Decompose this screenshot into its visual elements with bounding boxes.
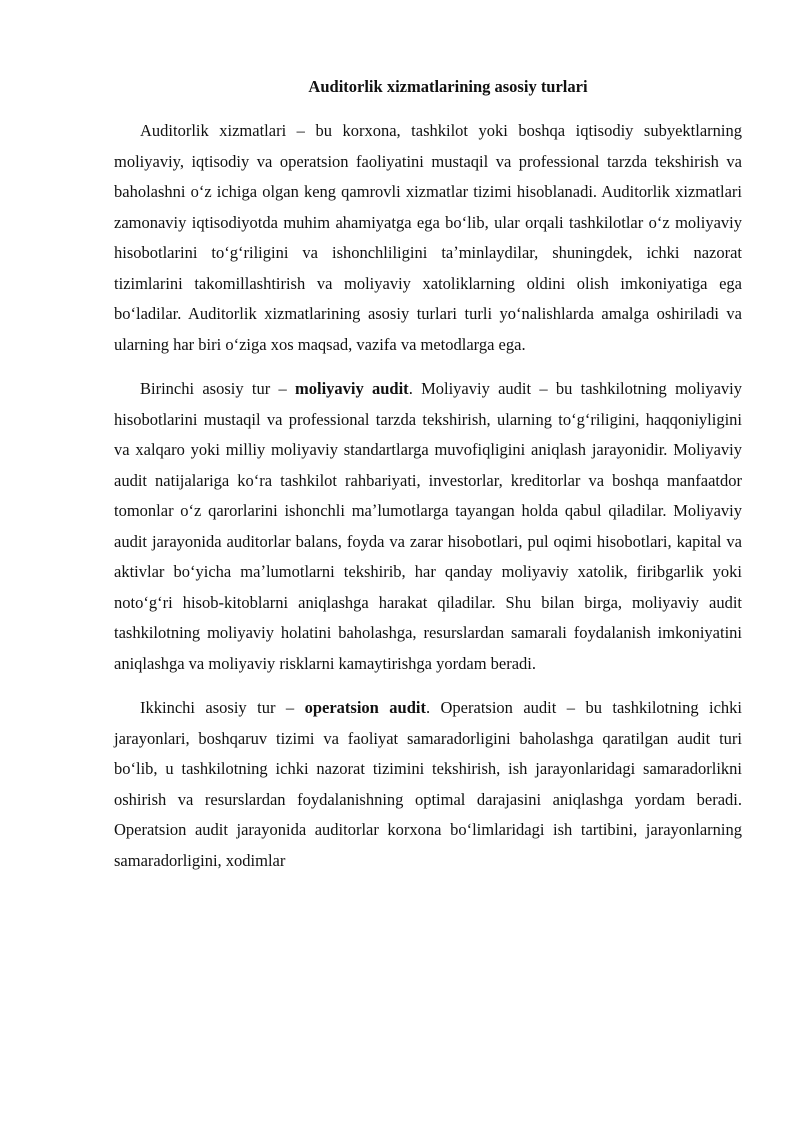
paragraph-intro-text: Auditorlik xizmatlari – bu korxona, tashkilot yoki boshqa iqtisodiy subyektlarning moliyaviy, iqtisodiy va operatsion faoliyatini mustaqil va professional tarzda tekshirish va baholashni oʻz ichiga olgan keng qamrovli xizmatlar tizimi hisoblanadi. Auditorlik xizmatlari zamonaviy iqtisodiyotda muhim ahamiyatga ega boʻlib, ular orqali tashkilotlar oʻz moliyaviy hisobotlarini toʻgʻriligini va ishonchliligini taʼminlaydilar, shuningdek, ichki nazorat tizimlarini takomillashtirish va moliyaviy xatoliklarning oldini olish imkoniyatiga ega boʻladilar. Auditorlik xizmatlarining asosiy turlari turli yoʻnalishlarda amalga oshiriladi va ularning har biri oʻziga xos maqsad, vazifa va metodlarga ega. <box>114 121 742 354</box>
paragraph-lead-text: Birinchi asosiy tur – <box>140 379 295 398</box>
term-operational-audit: operatsion audit <box>304 698 426 717</box>
paragraph-intro <box>114 116 742 360</box>
paragraph-financial-audit <box>114 374 742 679</box>
term-financial-audit: moliyaviy audit <box>294 379 409 398</box>
paragraph-lead-text: Ikkinchi asosiy tur – <box>140 698 305 717</box>
paragraph-body-text: . Moliyaviy audit – bu tashkilotning moliyaviy hisobotlarini mustaqil va professional tarzda tekshirish, ularning toʻgʻriligini, haqqoniyligini va xalqaro yoki milliy moliyaviy standartlarga muvofiqligini aniqlash jarayonidir. Moliyaviy audit natijalariga koʻra tashkilot rahbariyati, investorlar, kreditorlar va boshqa manfaatdor tomonlar oʻz qarorlarini ishonchli maʼlumotlarga tayangan holda qabul qiladilar. Moliyaviy audit jarayonida auditorlar balans, foyda va zarar hisobotlari, pul oqimi hisobotlari, kapital va aktivlar boʻyicha maʼlumotlarni tekshirib, har qanday moliyaviy xatolik, firibgarlik yoki notoʻgʻri hisob-kitoblarni aniqlashga harakat qiladilar. Shu bilan birga, moliyaviy audit tashkilotning moliyaviy holatini baholashga, resurslardan samarali foydalanish imkoniyatini aniqlashga va moliyaviy risklarni kamaytirishga yordam beradi. <box>114 379 742 673</box>
document-body <box>114 72 742 890</box>
document-title: Auditorlik xizmatlarining asosiy turlari <box>308 77 588 96</box>
paragraph-body-text: . Operatsion audit – bu tashkilotning ichki jarayonlari, boshqaruv tizimi va faoliyat samaradorligini baholashga qaratilgan audit turi boʻlib, u tashkilotning ichki nazorat tizimini tekshirish, ish jarayonlaridagi samaradorlikni oshirish va resurslardan foydalanishning optimal darajasini aniqlashga yordam beradi. Operatsion audit jarayonida auditorlar korxona boʻlimlaridagi ish tartibini, jarayonlarning samaradorligini, xodimlar <box>114 698 742 870</box>
paragraph-operational-audit <box>114 693 742 876</box>
